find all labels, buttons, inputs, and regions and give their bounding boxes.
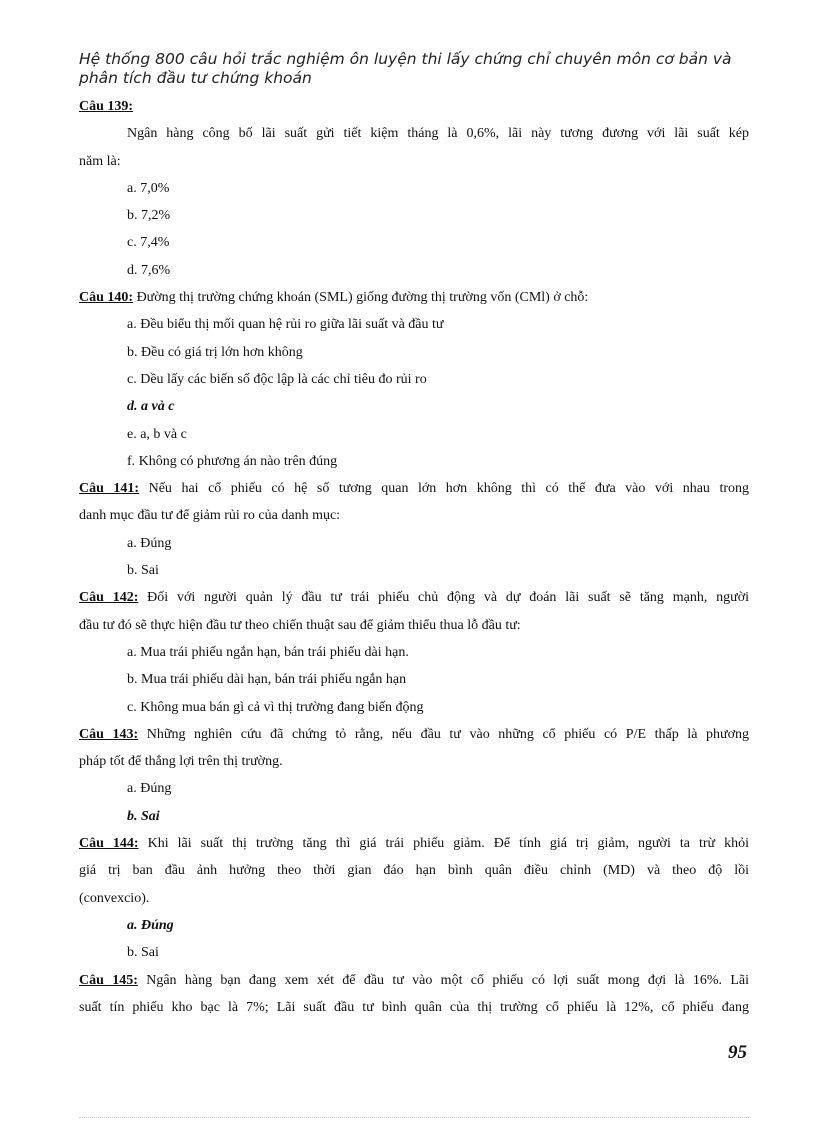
footer-divider [79,1117,749,1118]
question-139-label-line [79,93,749,120]
question-141-option-b: b. Sai [127,563,159,579]
question-139-text-line-2: năm là: [79,153,121,169]
question-142-text-1: Đối với người quản lý đầu tư trái phiếu chủ động và dự đoán lãi suất sẽ tăng mạnh, người [147,590,749,606]
question-143-option-b-answer: b. Sai [127,808,160,824]
question-140-option-c: c. Dều lấy các biến số độc lập là các chỉ tiêu đo rủi ro [127,371,427,387]
question-140-text: Đường thị trường chứng khoán (SML) giống đường thị trường vốn (CMl) ở chỗ: [136,290,589,306]
question-145-line-1 [79,967,749,994]
question-144-label: Câu 144: [79,836,139,852]
question-144-line-1 [79,830,749,857]
question-140-option-f: f. Không có phương án nào trên đúng [127,453,338,469]
question-140-option-a: a. Đều biểu thị mối quan hệ rủi ro giữa lãi suất và đầu tư [127,317,444,333]
question-139-option-d: d. 7,6% [127,262,171,278]
question-139-option-c: c. 7,4% [127,235,170,251]
question-140-label: Câu 140: [79,290,134,306]
question-142-option-c: c. Không mua bán gì cả vì thị trường đang biến động [127,699,424,715]
question-143-label: Câu 143: [79,726,139,742]
question-141-label: Câu 141: [79,481,140,497]
question-141-text-1: Nếu hai cổ phiếu có hệ số tương quan lớn hơn không thì có thể đưa vào với nhau trong [148,481,750,497]
question-143-option-a: a. Đúng [127,781,172,797]
question-144-text-line-3: (convexcio). [79,890,150,906]
question-142-line-1 [79,584,749,611]
question-144-text-line-2: giá trị ban đầu ảnh hưởng theo thời gian đáo hạn bình quân điều chỉnh (MD) và theo độ lồi [79,863,749,879]
header-line-1: Hệ thống 800 câu hỏi trắc nghiệm ôn luyện thi lấy chứng chỉ chuyên môn cơ bản và [79,50,732,68]
question-144-option-a-answer: a. Đúng [127,917,174,933]
question-142-option-a: a. Mua trái phiếu ngắn hạn, bán trái phiếu dài hạn. [127,644,409,660]
question-143-text-line-2: pháp tốt để thắng lợi trên thị trường. [79,754,283,770]
question-140-option-e: e. a, b và c [127,426,187,442]
running-header [79,50,759,88]
question-141-text-line-2: danh mục đầu tư để giảm rủi ro của danh mục: [79,508,341,524]
question-141-line-1 [79,475,749,502]
question-142-option-b: b. Mua trái phiếu dài hạn, bán trái phiếu ngắn hạn [127,672,407,688]
question-143-line-1 [79,721,749,748]
header-line-2: phân tích đầu tư chứng khoán [79,69,312,87]
question-139-option-b: b. 7,2% [127,208,171,224]
question-139-label: Câu 139: [79,99,134,114]
question-141-option-a: a. Đúng [127,535,172,551]
question-142-text-line-2: đầu tư đó sẽ thực hiện đầu tư theo chiến thuật sau để giảm thiểu thua lỗ đầu tư: [79,617,521,633]
page-number: 95 [728,1042,747,1063]
question-144-text-1: Khi lãi suất thị trường tăng thì giá trái phiếu giảm. Để tính giá trị giảm, người ta trừ khỏi [147,836,750,852]
page-content [79,93,749,1021]
question-144-option-b: b. Sai [127,945,159,961]
question-139-text-line-1: Ngân hàng công bố lãi suất gửi tiết kiệm tháng là 0,6%, lãi này tương đương với lãi suất kép [127,126,749,142]
question-139-option-a: a. 7,0% [127,180,170,196]
question-145-text-line-2: suất tín phiếu kho bạc là 7%; Lãi suất đầu tư bình quân của thị trường cổ phiếu là 12%, cổ phiếu đang [79,999,749,1015]
question-143-text-1: Những nghiên cứu đã chứng tỏ rằng, nếu đầu tư vào những cổ phiếu có P/E thấp là phương [146,726,749,742]
question-142-label: Câu 142: [79,590,139,606]
question-145-text-1: Ngân hàng bạn đang xem xét để đầu tư vào một cổ phiếu có lợi suất mong đợi là 16%. Lãi [146,972,750,988]
question-145-label: Câu 145: [79,972,138,988]
question-140-option-b: b. Đều có giá trị lớn hơn không [127,344,303,360]
question-140-option-d-answer: d. a và c [127,399,175,415]
question-140-line [79,284,749,311]
